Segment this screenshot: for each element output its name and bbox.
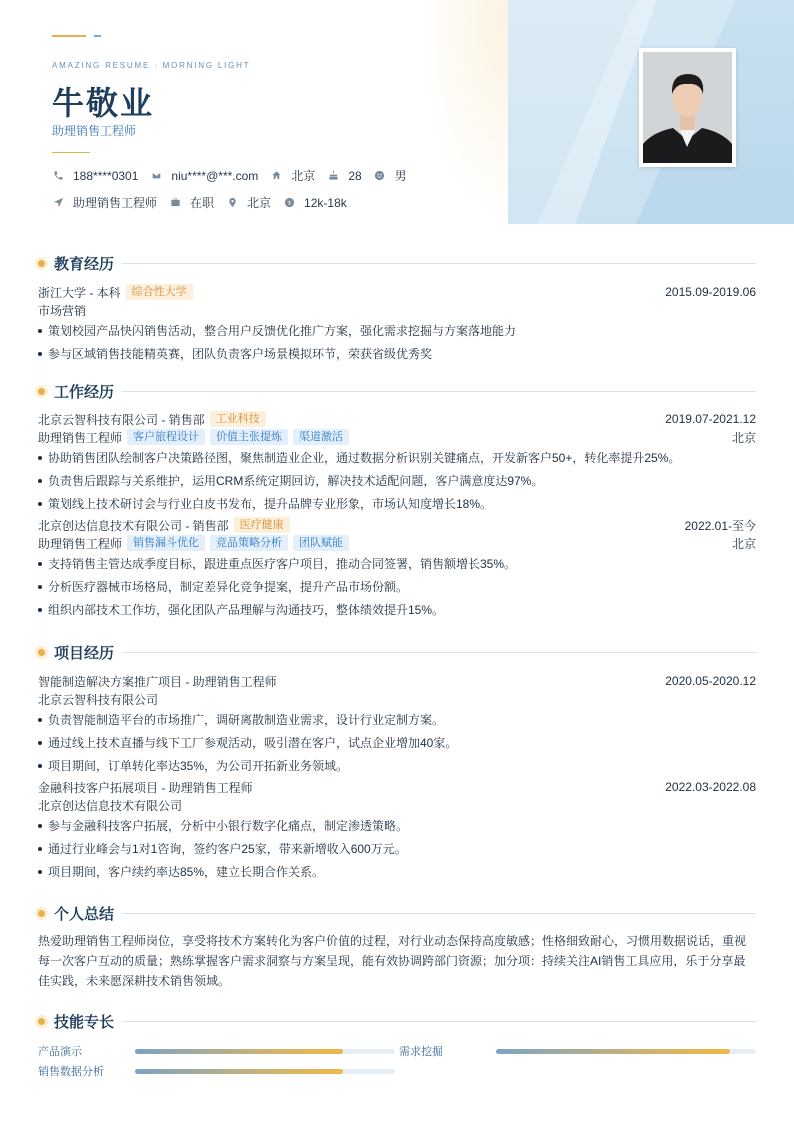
- skill-item: [38, 1063, 395, 1079]
- section-title: 工作经历: [54, 383, 115, 401]
- skill-bar-fill: [135, 1049, 343, 1054]
- skill-bar-track: [135, 1069, 395, 1074]
- industry-tag: 医疗健康: [234, 517, 290, 533]
- project-name: 金融科技客户拓展项目 - 助理销售工程师: [38, 780, 253, 795]
- skill-tag: 客户旅程设计: [127, 429, 205, 445]
- profile-photo: [643, 52, 732, 163]
- title-rule: [52, 152, 90, 153]
- job-role: 助理销售工程师: [38, 430, 123, 445]
- cake-icon: [327, 170, 339, 182]
- skill-tag: 销售漏斗优化: [127, 535, 205, 551]
- list-item: 负责售后跟踪与关系维护，运用CRM系统定期回访，解决技术适配问题，客户满意度达97%。: [38, 472, 756, 490]
- education-section: [38, 252, 756, 366]
- industry-tag: 工业科技: [210, 411, 266, 427]
- education-header: [38, 252, 756, 274]
- list-item: 策划校园产品快闪销售活动，整合用户反馈优化推广方案，强化需求挖掘与方案落地能力: [38, 322, 756, 340]
- gender-text: 男: [394, 169, 407, 183]
- section-title: 技能专长: [54, 1013, 115, 1031]
- skill-name: 需求挖掘: [399, 1046, 443, 1058]
- skill-item: [38, 1043, 395, 1059]
- skill-bar-track: [496, 1049, 756, 1054]
- list-item: 项目期间，订单转化率达35%，为公司开拓新业务领域。: [38, 757, 756, 775]
- list-item: 协助销售团队绘制客户决策路径图，聚焦制造业企业，通过数据分析识别关键痛点，开发新客户50+，转化率提升25%。: [38, 449, 756, 467]
- list-item: 参与区域销售技能精英赛，团队负责客户场景模拟环节，荣获省级优秀奖: [38, 345, 756, 363]
- job-company-row: [38, 516, 756, 534]
- hometown-text: 北京: [291, 169, 316, 183]
- skill-tag: 团队赋能: [293, 535, 349, 551]
- summary-header: [38, 902, 756, 924]
- candidate-name: 牛敬业: [52, 85, 155, 121]
- location-pin-icon: [226, 197, 238, 209]
- project-title-row: [38, 672, 756, 690]
- job-intent-row: [52, 194, 359, 211]
- project-date: 2022.03-2022.08: [665, 780, 756, 794]
- job-company-row: [38, 410, 756, 428]
- list-item: 参与金融科技客户拓展，分析中小银行数字化痛点，制定渗透策略。: [38, 817, 756, 835]
- section-title: 教育经历: [54, 255, 115, 273]
- company-name: 北京创达信息技术有限公司 - 销售部: [38, 518, 229, 533]
- skill-item: [399, 1043, 756, 1059]
- skill-name: 产品演示: [38, 1046, 82, 1058]
- section-rule: [122, 913, 756, 914]
- candidate-title: 助理销售工程师: [52, 124, 137, 138]
- skills-grid: [38, 1039, 756, 1089]
- work-section: [38, 380, 756, 622]
- skill-tag: 竞品策略分析: [210, 535, 288, 551]
- salary-item: [283, 196, 347, 210]
- intent-role-text: 助理销售工程师: [73, 196, 158, 210]
- skill-tag: 价值主张提炼: [210, 429, 288, 445]
- skill-bar-fill: [135, 1069, 343, 1074]
- svg-text:$: $: [287, 199, 291, 206]
- section-dot: [38, 1018, 45, 1025]
- major-row: [38, 301, 756, 319]
- gender-item: [374, 167, 407, 184]
- school-tag: 综合性大学: [126, 284, 193, 300]
- list-item: 通过线上技术直播与线下工厂参观活动，吸引潜在客户，试点企业增加40家。: [38, 734, 756, 752]
- profile-photo-frame: [639, 48, 736, 167]
- job-role-row: [38, 428, 756, 446]
- home-item: [270, 167, 315, 184]
- email-item: [150, 169, 258, 183]
- list-item: 分析医疗器械市场格局，制定差异化竞争提案，提升产品市场份额。: [38, 578, 756, 596]
- list-item: 项目期间，客户续约率达85%，建立长期合作关系。: [38, 863, 756, 881]
- projects-header: [38, 641, 756, 663]
- skill-name: 销售数据分析: [38, 1066, 104, 1078]
- home-icon: [270, 170, 282, 182]
- work-header: [38, 380, 756, 402]
- project-title-row: [38, 778, 756, 796]
- section-rule: [122, 391, 756, 392]
- section-rule: [122, 263, 756, 264]
- section-dot: [38, 910, 45, 917]
- intent-city-item: [226, 194, 271, 211]
- intent-city-text: 北京: [247, 196, 272, 210]
- mail-icon: [150, 170, 162, 182]
- gender-icon: [374, 170, 386, 182]
- summary-section: [38, 902, 756, 991]
- skill-bar-track: [135, 1049, 395, 1054]
- job-date: 2022.01-至今: [684, 518, 756, 533]
- section-dot: [38, 649, 45, 656]
- skill-tag: 渠道激活: [293, 429, 349, 445]
- phone-text: 188****0301: [73, 168, 139, 183]
- status-item: [169, 194, 214, 211]
- education-row: [38, 283, 756, 301]
- section-title: 项目经历: [54, 644, 115, 662]
- job-role: 助理销售工程师: [38, 536, 123, 551]
- section-title: 个人总结: [54, 905, 115, 923]
- contact-row: [52, 167, 419, 184]
- resume-header: [0, 0, 794, 224]
- accent-dash: [52, 35, 86, 37]
- send-icon: [52, 197, 64, 209]
- list-item: 策划线上技术研讨会与行业白皮书发布，提升品牌专业形象，市场认知度增长18%。: [38, 495, 756, 513]
- section-dot: [38, 260, 45, 267]
- skills-section: [38, 1010, 756, 1089]
- section-rule: [122, 1021, 756, 1022]
- briefcase-icon: [169, 197, 181, 209]
- job-city: 北京: [731, 430, 756, 445]
- job-role-row: [38, 534, 756, 552]
- school-name: 浙江大学 - 本科: [38, 285, 121, 300]
- project-name: 智能制造解决方案推广项目 - 助理销售工程师: [38, 674, 277, 689]
- skill-bar-fill: [496, 1049, 730, 1054]
- project-date: 2020.05-2020.12: [665, 674, 756, 688]
- projects-section: [38, 641, 756, 884]
- project-company: 北京创达信息技术有限公司: [38, 798, 183, 813]
- age-item: [327, 169, 361, 183]
- job-date: 2019.07-2021.12: [665, 412, 756, 426]
- project-company-row: [38, 690, 756, 708]
- skills-header: [38, 1010, 756, 1032]
- list-item: 负责智能制造平台的市场推广，调研离散制造业需求，设计行业定制方案。: [38, 711, 756, 729]
- age-text: 28: [348, 168, 362, 183]
- education-date: 2015.09-2019.06: [665, 285, 756, 299]
- salary-text: 12k-18k: [304, 195, 347, 210]
- major-name: 市场营销: [38, 303, 87, 318]
- accent-dash-small: [94, 35, 101, 37]
- summary-text: 热爱助理销售工程师岗位，享受将技术方案转化为客户价值的过程，对行业动态保持高度敏感；性格细致耐心，习惯用数据说话，重视每一次客户互动的质量；熟练掌握客户需求洞察与方案呈现，能有效协调跨部门资源；加分项：持续关注AI销售工具应用，乐于分享最佳实践，未来愿深耕技术销售领域。: [38, 934, 747, 988]
- list-item: 支持销售主管达成季度目标，跟进重点医疗客户项目，推动合同签署，销售额增长35%。: [38, 555, 756, 573]
- phone-item: [52, 169, 138, 183]
- list-item: 组织内部技术工作坊，强化团队产品理解与沟通技巧，整体绩效提升15%。: [38, 601, 756, 619]
- section-rule: [122, 652, 756, 653]
- resume-tagline: AMAZING RESUME · MORNING LIGHT: [52, 61, 251, 70]
- status-text: 在职: [190, 196, 215, 210]
- list-item: 通过行业峰会与1对1咨询，签约客户25家，带来新增收入600万元。: [38, 840, 756, 858]
- phone-icon: [52, 170, 64, 182]
- project-company: 北京云智科技有限公司: [38, 692, 159, 707]
- project-company-row: [38, 796, 756, 814]
- money-icon: [283, 197, 295, 209]
- job-city: 北京: [731, 536, 756, 551]
- email-text: niu****@***.com: [171, 168, 259, 183]
- section-dot: [38, 388, 45, 395]
- intent-role-item: [52, 194, 157, 211]
- company-name: 北京云智科技有限公司 - 销售部: [38, 412, 205, 427]
